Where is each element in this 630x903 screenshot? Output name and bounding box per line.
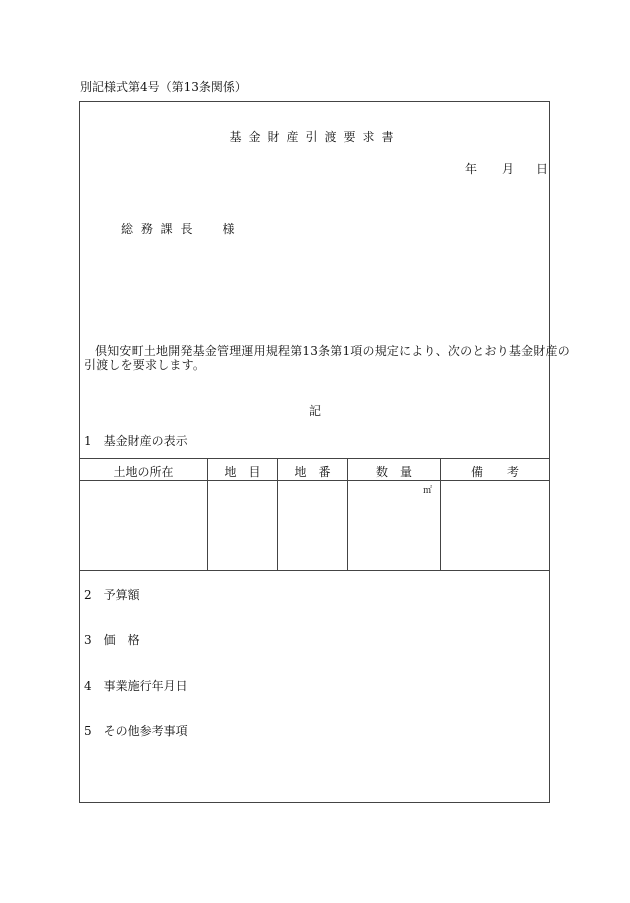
table-top-border xyxy=(79,458,550,459)
request-text-line-1: 倶知安町土地開発基金管理運用規程第13条第1項の規定により、次のとおり基金財産の xyxy=(95,344,570,358)
section-5-heading: 5 その他参考事項 xyxy=(84,724,188,738)
table-header-divider xyxy=(79,480,550,481)
table-bottom-border xyxy=(79,570,550,571)
square-meter-unit: ㎡ xyxy=(423,486,433,496)
header-location: 土地の所在 xyxy=(113,465,174,479)
section-1-heading: 1 基金財産の表示 xyxy=(84,434,188,448)
form-number-label: 別記様式第4号（第13条関係） xyxy=(80,80,247,94)
addressee: 総 務 課 長 様 xyxy=(121,222,237,236)
header-land-category: 地 目 xyxy=(224,465,261,479)
date-day-label: 日 xyxy=(536,162,549,176)
document-title: 基金財産引渡要求書 xyxy=(229,130,401,144)
date-month-label: 月 xyxy=(502,162,515,176)
section-3-heading: 3 価 格 xyxy=(84,633,140,647)
header-remarks: 備 考 xyxy=(470,465,519,479)
request-text-line-2: 引渡しを要求します。 xyxy=(84,358,206,372)
header-quantity: 数 量 xyxy=(375,465,412,479)
ki-heading: 記 xyxy=(308,404,321,418)
form-frame xyxy=(79,101,550,803)
section-4-heading: 4 事業施行年月日 xyxy=(84,679,188,693)
section-2-heading: 2 予算額 xyxy=(84,588,140,602)
date-year-label: 年 xyxy=(465,162,478,176)
header-lot-number: 地 番 xyxy=(294,465,331,479)
